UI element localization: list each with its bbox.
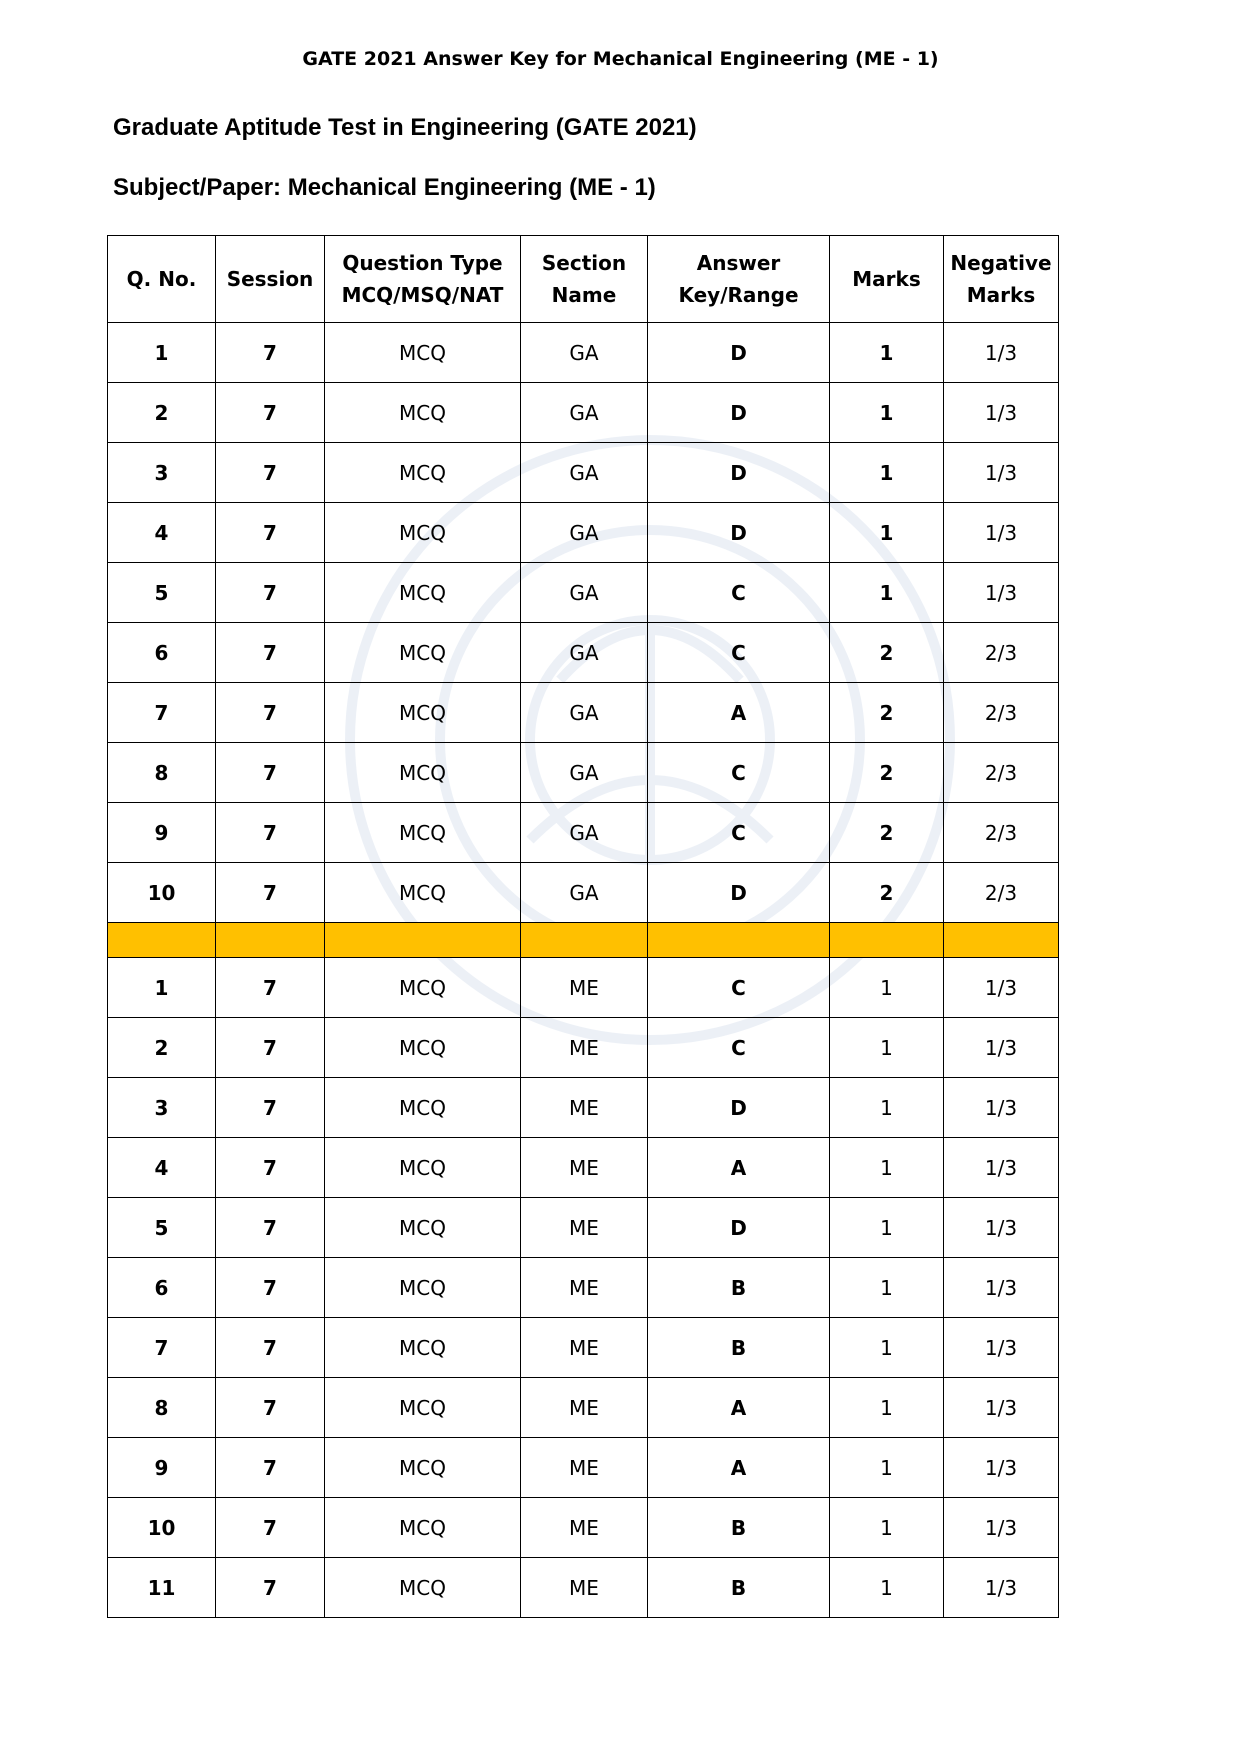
cell-qno: 5	[108, 563, 216, 623]
answer-key-table	[107, 235, 1059, 1618]
cell-answer-key: B	[648, 1258, 830, 1318]
cell-answer-key: C	[648, 958, 830, 1018]
cell-session: 7	[216, 503, 325, 563]
cell-qno: 3	[108, 1078, 216, 1138]
cell-marks: 1	[830, 1378, 944, 1438]
running-header: GATE 2021 Answer Key for Mechanical Engineering (ME - 1)	[302, 48, 939, 70]
cell-session: 7	[216, 1498, 325, 1558]
cell-marks: 1	[830, 383, 944, 443]
table-row	[108, 383, 1059, 443]
header-label-line: Answer	[696, 251, 781, 275]
cell-question-type: MCQ	[325, 863, 521, 923]
cell-section-name: GA	[521, 623, 648, 683]
cell-answer-key: D	[648, 443, 830, 503]
cell-session: 7	[216, 1378, 325, 1438]
header-session	[216, 236, 325, 323]
table-row	[108, 323, 1059, 383]
cell-answer-key: A	[648, 683, 830, 743]
cell-answer-key: A	[648, 1138, 830, 1198]
cell-qno: 9	[108, 1438, 216, 1498]
cell-marks: 2	[830, 803, 944, 863]
header-qno	[108, 236, 216, 323]
cell-negative-marks: 1/3	[944, 1138, 1059, 1198]
cell-answer-key: C	[648, 803, 830, 863]
cell-question-type: MCQ	[325, 1318, 521, 1378]
cell-session: 7	[216, 1078, 325, 1138]
cell-question-type: MCQ	[325, 1498, 521, 1558]
cell-section-name: ME	[521, 1018, 648, 1078]
cell-qno: 2	[108, 383, 216, 443]
cell-marks: 1	[830, 1078, 944, 1138]
cell-question-type: MCQ	[325, 743, 521, 803]
cell-negative-marks: 1/3	[944, 1198, 1059, 1258]
cell-negative-marks: 2/3	[944, 863, 1059, 923]
cell-negative-marks: 1/3	[944, 503, 1059, 563]
cell-marks: 1	[830, 1318, 944, 1378]
cell-answer-key: C	[648, 563, 830, 623]
cell-session: 7	[216, 1558, 325, 1618]
header-label-line: MCQ/MSQ/NAT	[341, 283, 504, 307]
cell-section-name: ME	[521, 1198, 648, 1258]
cell-answer-key: B	[648, 1498, 830, 1558]
cell-session: 7	[216, 443, 325, 503]
header-question-type	[325, 236, 521, 323]
table-row	[108, 743, 1059, 803]
cell-marks: 1	[830, 958, 944, 1018]
cell-session: 7	[216, 863, 325, 923]
cell-answer-key: C	[648, 743, 830, 803]
cell-marks: 1	[830, 1558, 944, 1618]
cell-marks: 1	[830, 1258, 944, 1318]
cell-session: 7	[216, 1258, 325, 1318]
cell-section-name: GA	[521, 503, 648, 563]
cell-section-name: ME	[521, 1318, 648, 1378]
header-negative-marks	[944, 236, 1059, 323]
cell-section-name: GA	[521, 443, 648, 503]
cell-answer-key: D	[648, 503, 830, 563]
cell-question-type: MCQ	[325, 323, 521, 383]
cell-session: 7	[216, 803, 325, 863]
cell-session: 7	[216, 1018, 325, 1078]
cell-session: 7	[216, 683, 325, 743]
cell-marks: 2	[830, 683, 944, 743]
cell-qno: 4	[108, 1138, 216, 1198]
cell-answer-key: D	[648, 863, 830, 923]
header-section-name	[521, 236, 648, 323]
header-marks	[830, 236, 944, 323]
cell-section-name: GA	[521, 743, 648, 803]
cell-section-name: GA	[521, 563, 648, 623]
cell-qno: 3	[108, 443, 216, 503]
separator-cell	[521, 923, 648, 958]
cell-session: 7	[216, 563, 325, 623]
separator-cell	[830, 923, 944, 958]
cell-answer-key: D	[648, 323, 830, 383]
cell-marks: 1	[830, 1438, 944, 1498]
document-title: Graduate Aptitude Test in Engineering (GATE 2021)	[113, 114, 697, 141]
cell-question-type: MCQ	[325, 1018, 521, 1078]
header-label-line: Negative	[950, 251, 1052, 275]
cell-marks: 1	[830, 1498, 944, 1558]
cell-negative-marks: 2/3	[944, 623, 1059, 683]
table-row	[108, 1558, 1059, 1618]
cell-session: 7	[216, 958, 325, 1018]
cell-marks: 2	[830, 863, 944, 923]
table-header-row	[108, 236, 1059, 323]
header-label-line: Name	[551, 283, 617, 307]
separator-cell	[216, 923, 325, 958]
cell-qno: 7	[108, 1318, 216, 1378]
cell-marks: 2	[830, 623, 944, 683]
header-label-line: Marks	[852, 267, 921, 291]
cell-negative-marks: 1/3	[944, 1498, 1059, 1558]
cell-negative-marks: 1/3	[944, 443, 1059, 503]
cell-session: 7	[216, 323, 325, 383]
cell-question-type: MCQ	[325, 1078, 521, 1138]
cell-marks: 1	[830, 1018, 944, 1078]
table-row	[108, 1498, 1059, 1558]
cell-question-type: MCQ	[325, 1138, 521, 1198]
cell-section-name: GA	[521, 803, 648, 863]
cell-qno: 1	[108, 323, 216, 383]
cell-qno: 10	[108, 863, 216, 923]
cell-question-type: MCQ	[325, 623, 521, 683]
cell-session: 7	[216, 623, 325, 683]
cell-negative-marks: 1/3	[944, 1018, 1059, 1078]
cell-qno: 8	[108, 1378, 216, 1438]
cell-question-type: MCQ	[325, 563, 521, 623]
table-row	[108, 863, 1059, 923]
cell-question-type: MCQ	[325, 383, 521, 443]
table-row	[108, 1258, 1059, 1318]
cell-question-type: MCQ	[325, 1558, 521, 1618]
cell-marks: 1	[830, 443, 944, 503]
cell-section-name: ME	[521, 958, 648, 1018]
cell-question-type: MCQ	[325, 803, 521, 863]
cell-section-name: GA	[521, 323, 648, 383]
cell-qno: 2	[108, 1018, 216, 1078]
cell-answer-key: B	[648, 1558, 830, 1618]
cell-question-type: MCQ	[325, 503, 521, 563]
cell-session: 7	[216, 743, 325, 803]
separator-cell	[648, 923, 830, 958]
cell-negative-marks: 2/3	[944, 683, 1059, 743]
cell-qno: 8	[108, 743, 216, 803]
cell-section-name: GA	[521, 863, 648, 923]
cell-section-name: ME	[521, 1558, 648, 1618]
table-row	[108, 1138, 1059, 1198]
cell-qno: 6	[108, 1258, 216, 1318]
cell-negative-marks: 1/3	[944, 1318, 1059, 1378]
table-row	[108, 683, 1059, 743]
table-row	[108, 958, 1059, 1018]
cell-qno: 9	[108, 803, 216, 863]
cell-marks: 1	[830, 1198, 944, 1258]
header-label-line: Marks	[966, 283, 1036, 307]
separator-cell	[944, 923, 1059, 958]
cell-qno: 1	[108, 958, 216, 1018]
cell-qno: 11	[108, 1558, 216, 1618]
cell-question-type: MCQ	[325, 443, 521, 503]
table-row	[108, 1438, 1059, 1498]
cell-negative-marks: 2/3	[944, 743, 1059, 803]
cell-negative-marks: 1/3	[944, 1558, 1059, 1618]
table-row	[108, 623, 1059, 683]
cell-question-type: MCQ	[325, 683, 521, 743]
cell-question-type: MCQ	[325, 1438, 521, 1498]
cell-session: 7	[216, 1138, 325, 1198]
cell-negative-marks: 1/3	[944, 958, 1059, 1018]
cell-negative-marks: 2/3	[944, 803, 1059, 863]
cell-question-type: MCQ	[325, 1258, 521, 1318]
cell-section-name: ME	[521, 1078, 648, 1138]
section-separator-row	[108, 923, 1059, 958]
separator-cell	[108, 923, 216, 958]
cell-session: 7	[216, 383, 325, 443]
cell-negative-marks: 1/3	[944, 323, 1059, 383]
cell-qno: 10	[108, 1498, 216, 1558]
cell-marks: 1	[830, 1138, 944, 1198]
cell-negative-marks: 1/3	[944, 383, 1059, 443]
header-label-line: Session	[226, 267, 314, 291]
cell-qno: 5	[108, 1198, 216, 1258]
cell-session: 7	[216, 1198, 325, 1258]
header-label-line: Question Type	[342, 251, 503, 275]
cell-negative-marks: 1/3	[944, 1258, 1059, 1318]
cell-negative-marks: 1/3	[944, 1438, 1059, 1498]
cell-answer-key: A	[648, 1378, 830, 1438]
table-body	[108, 323, 1059, 1618]
cell-negative-marks: 1/3	[944, 1078, 1059, 1138]
cell-question-type: MCQ	[325, 958, 521, 1018]
cell-negative-marks: 1/3	[944, 563, 1059, 623]
cell-question-type: MCQ	[325, 1198, 521, 1258]
table-row	[108, 1318, 1059, 1378]
table-row	[108, 563, 1059, 623]
cell-marks: 1	[830, 503, 944, 563]
cell-answer-key: A	[648, 1438, 830, 1498]
cell-answer-key: C	[648, 623, 830, 683]
cell-qno: 7	[108, 683, 216, 743]
cell-section-name: ME	[521, 1438, 648, 1498]
table-row	[108, 1078, 1059, 1138]
table-row	[108, 1018, 1059, 1078]
cell-marks: 1	[830, 563, 944, 623]
table-row	[108, 1378, 1059, 1438]
cell-section-name: ME	[521, 1498, 648, 1558]
cell-section-name: GA	[521, 383, 648, 443]
cell-qno: 4	[108, 503, 216, 563]
header-label-line: Key/Range	[678, 283, 799, 307]
cell-section-name: ME	[521, 1378, 648, 1438]
cell-marks: 1	[830, 323, 944, 383]
table-row	[108, 803, 1059, 863]
cell-qno: 6	[108, 623, 216, 683]
cell-answer-key: C	[648, 1018, 830, 1078]
cell-section-name: GA	[521, 683, 648, 743]
cell-section-name: ME	[521, 1138, 648, 1198]
table-row	[108, 443, 1059, 503]
cell-answer-key: D	[648, 1078, 830, 1138]
cell-section-name: ME	[521, 1258, 648, 1318]
cell-marks: 2	[830, 743, 944, 803]
cell-question-type: MCQ	[325, 1378, 521, 1438]
separator-cell	[325, 923, 521, 958]
cell-answer-key: D	[648, 383, 830, 443]
header-label-line: Section	[541, 251, 627, 275]
document-subject: Subject/Paper: Mechanical Engineering (ME - 1)	[113, 174, 656, 201]
cell-answer-key: B	[648, 1318, 830, 1378]
table-row	[108, 503, 1059, 563]
cell-negative-marks: 1/3	[944, 1378, 1059, 1438]
cell-session: 7	[216, 1318, 325, 1378]
cell-answer-key: D	[648, 1198, 830, 1258]
cell-session: 7	[216, 1438, 325, 1498]
header-label-line: Q. No.	[126, 267, 197, 291]
header-answer-key	[648, 236, 830, 323]
table-row	[108, 1198, 1059, 1258]
